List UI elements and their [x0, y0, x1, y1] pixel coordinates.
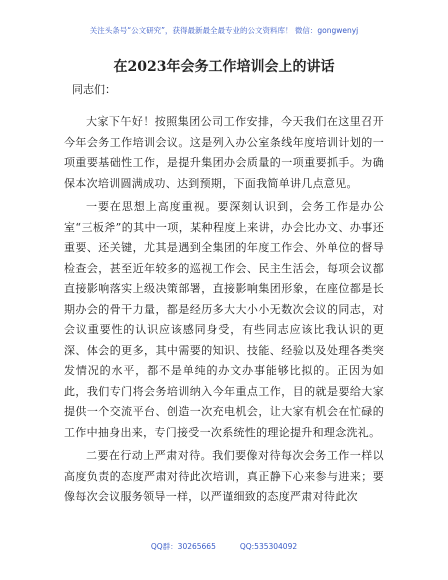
page-header: 关注头条号“公文研究”，获得最新最全最专业的公文资料库！ 微信：gongwenyj	[89, 26, 359, 35]
footer-qq-group: QQ群：30265665	[150, 542, 216, 551]
paragraph-2: 一要在思想上高度重视。要深刻认识到，会务工作是办公室“三板斧”的其中一项，某种程度上来讲，办会比办文、办事还重要、还关键，尤其是遇到全集团的年度工作会、外单位的督导检查会，甚至近年较多的巡视工作会、民主生活会，每项会议都直接影响落实上级决策部署，直接影响集团形象，在座位都是长期办会的骨干力量，都是经历多大大小小无数次会议的同志，对会议重要性的认识应该感同身受，有些同志应该比我认识的更深、体会的更多，其中需要的知识、技能、经验以及处理各类突发情况的水平，都不是单纯的办文办事能够比拟的。正因为如此，我们专门将会务培训纳入今年重点工作，目的就是要给大家提供一个交流平台、创造一次充电机会，让大家有机会在忙碌的工作中抽身出来，专门接受一次系统性的理论提升和理念洗礼。	[64, 200, 384, 439]
footer-qq: QQ:535304092	[239, 542, 298, 551]
paragraph-3: 二要在行动上严肃对待。我们要像对待每次会务工作一样以高度负责的态度严肃对待此次培训，真正静下心来参与进来；要像每次会议服务领导一样，以严谨细致的态度严肃对待此次	[64, 449, 384, 503]
page-footer	[0, 542, 448, 552]
document-title: 在2023年会务工作培训会上的讲话	[113, 59, 335, 75]
document-body	[64, 112, 384, 511]
salutation: 同志们：	[72, 83, 116, 96]
paragraph-1: 大家下午好！按照集团公司工作安排，今天我们在这里召开今年会务工作培训会议。这是列入办公室条线年度培训计划的一项重要基础性工作，是提升集团办会质量的一项重要抓手。为确保本次培训圆满成功、达到预期，下面我简单讲几点意见。	[64, 115, 384, 190]
